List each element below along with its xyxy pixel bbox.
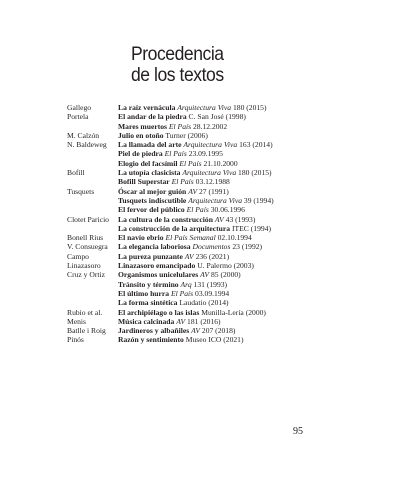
entry-author: Rubio et al.: [67, 307, 103, 317]
work-reference: 28.12.2002: [192, 121, 228, 131]
work-reference: 85 (2000): [210, 270, 241, 280]
entry-works: [118, 308, 367, 317]
source-entry: [67, 270, 367, 307]
entry-author: Bonell Rius: [67, 233, 104, 243]
work-title: Mares muertos: [118, 121, 167, 131]
page-title-line-2: de los textos: [131, 64, 224, 86]
work-line: [118, 298, 367, 307]
work-line: [118, 261, 367, 270]
page-title-line-1: Procedencia: [131, 43, 224, 65]
source-entry: [67, 168, 367, 187]
work-publication: Arq: [180, 279, 192, 289]
source-entry: [67, 261, 367, 270]
work-publication: AV: [191, 326, 200, 336]
work-line: [118, 335, 367, 344]
work-publication: Documentos: [192, 242, 231, 252]
work-reference: 21.10.2000: [203, 158, 238, 168]
work-title: La elegancia laboriosa: [118, 242, 191, 252]
work-title: La construcción de la arquitectura: [118, 223, 231, 233]
entry-works: [118, 326, 367, 335]
work-line: [118, 280, 367, 289]
work-reference: 27 (1991): [199, 186, 229, 196]
work-reference: 236 (2021): [195, 251, 230, 261]
work-reference: 03.12.1988: [195, 177, 230, 187]
work-line: [118, 270, 367, 279]
entry-works: [118, 335, 367, 344]
work-line: [118, 205, 367, 214]
source-entry: [67, 317, 367, 326]
work-title: Organismos unicelulares: [118, 270, 199, 280]
work-title: Música calcinada: [118, 316, 175, 326]
entry-author: Portela: [67, 112, 89, 122]
work-publication: Arquitectura Viva: [188, 195, 242, 205]
work-line: [118, 252, 367, 261]
work-reference: 02.10.1994: [217, 233, 252, 243]
source-entry: [67, 326, 367, 335]
work-title: La llamada del arte: [118, 140, 182, 150]
source-entry: [67, 103, 367, 112]
work-title: La raíz vernácula: [118, 103, 176, 112]
work-reference: Museo ICO (2021): [185, 335, 244, 345]
work-reference: Laudatio (2014): [179, 298, 229, 308]
work-publication: AV: [176, 316, 186, 326]
entry-author: Batlle i Roig: [67, 326, 106, 336]
work-line: [118, 196, 367, 205]
work-publication: AV: [214, 214, 224, 224]
entry-author: Campo: [67, 251, 89, 261]
work-publication: El País: [170, 288, 194, 298]
work-line: [118, 122, 367, 131]
work-publication: El País: [168, 121, 192, 131]
entry-author: Linazasoro: [67, 261, 101, 271]
entry-works: [118, 215, 367, 234]
work-title: Elogio del facsímil: [118, 158, 178, 168]
entry-works: [118, 103, 367, 112]
work-reference: 181 (2016): [187, 316, 221, 326]
work-reference: 39 (1994): [243, 195, 274, 205]
work-line: [118, 112, 367, 121]
entry-author: Clotet Paricio: [67, 214, 109, 224]
work-reference: 03.09.1994: [195, 288, 230, 298]
work-line: [118, 233, 367, 242]
work-line: [118, 168, 367, 177]
work-reference: 207 (2018): [201, 326, 236, 336]
source-entry: [67, 187, 367, 215]
work-title: Bofill Superstar: [118, 177, 170, 187]
work-reference: U. Palermo (2003): [197, 261, 254, 271]
work-publication: El País: [186, 205, 209, 215]
work-line: [118, 103, 367, 112]
work-line: [118, 308, 367, 317]
work-title: Jardineros y albañiles: [118, 326, 190, 336]
entry-works: [118, 261, 367, 270]
page-number: 95: [293, 426, 303, 437]
work-line: [118, 131, 367, 140]
work-line: [118, 215, 367, 224]
entry-works: [118, 168, 367, 187]
entry-works: [118, 112, 367, 131]
work-reference: 131 (1993): [193, 279, 228, 289]
source-entry: [67, 215, 367, 234]
source-entry: [67, 252, 367, 261]
entry-author: Gallego: [67, 103, 92, 112]
work-publication: AV: [188, 186, 198, 196]
work-title: La utopía clasicista: [118, 168, 181, 178]
work-line: [118, 326, 367, 335]
page-title: [131, 44, 224, 86]
work-title: El fervor del público: [118, 205, 185, 215]
entry-works: [118, 317, 367, 326]
work-title: La cultura de la construcción: [118, 214, 213, 224]
work-title: Tusquets indiscutible: [118, 195, 187, 205]
source-entry: [67, 112, 367, 131]
work-line: [118, 317, 367, 326]
entry-author: Bofill: [67, 168, 85, 178]
entry-author: Pinós: [67, 335, 84, 345]
work-publication: AV: [184, 251, 194, 261]
work-line: [118, 159, 367, 168]
entry-works: [118, 242, 367, 251]
entry-works: [118, 140, 367, 168]
work-reference: 23.09.1995: [188, 149, 223, 159]
work-title: La pureza punzante: [118, 251, 183, 261]
work-reference: ITEC (1994): [231, 223, 271, 233]
entry-works: [118, 233, 367, 242]
work-line: [118, 140, 367, 149]
work-publication: El País Semanal: [165, 233, 216, 243]
entry-author: N. Baldeweg: [67, 140, 107, 150]
source-entry: [67, 131, 367, 140]
work-reference: Turner (2006): [165, 130, 208, 140]
work-reference: 23 (1992): [232, 242, 263, 252]
entry-works: [118, 131, 367, 140]
entry-author: Menis: [67, 316, 86, 326]
work-publication: El País: [179, 158, 202, 168]
work-title: Razón y sentimiento: [118, 335, 184, 345]
work-reference: 180 (2015): [238, 168, 272, 178]
work-line: [118, 187, 367, 196]
work-publication: Arquitectura Viva: [183, 140, 238, 150]
source-entry: [67, 233, 367, 242]
work-publication: El País: [171, 177, 194, 187]
sources-list: [67, 103, 367, 345]
work-title: El andar de la piedra: [118, 112, 187, 122]
work-publication: Arquitectura Viva: [182, 168, 237, 178]
entry-author: M. Calzón: [67, 130, 100, 140]
entry-works: [118, 270, 367, 307]
work-publication: El País: [164, 149, 187, 159]
work-reference: 163 (2014): [239, 140, 273, 150]
work-publication: Arquitectura Viva: [177, 103, 232, 112]
source-entry: [67, 308, 367, 317]
work-line: [118, 177, 367, 186]
source-entry: [67, 335, 367, 344]
entry-author: Tusquets: [67, 186, 95, 196]
work-reference: 180 (2015): [232, 103, 267, 112]
work-publication: AV: [200, 270, 210, 280]
work-title: El archipiélago o las islas: [118, 307, 200, 317]
work-reference: Munilla-Lería (2000): [201, 307, 266, 317]
work-title: Linazasoro emancipado: [118, 261, 196, 271]
entry-works: [118, 252, 367, 261]
work-title: Óscar al mejor guión: [118, 186, 187, 196]
work-reference: 43 (1993): [225, 214, 256, 224]
entry-author: V. Consuegra: [67, 242, 108, 252]
work-line: [118, 224, 367, 233]
work-reference: 30.06.1996: [210, 205, 245, 215]
entry-works: [118, 187, 367, 215]
work-title: Julio en otoño: [118, 130, 164, 140]
work-title: La forma sintética: [118, 298, 178, 308]
source-entry: [67, 242, 367, 251]
work-title: Piel de piedra: [118, 149, 163, 159]
work-line: [118, 242, 367, 251]
source-entry: [67, 140, 367, 168]
work-line: [118, 149, 367, 158]
work-line: [118, 289, 367, 298]
work-title: Tránsito y término: [118, 279, 179, 289]
entry-author: Cruz y Ortiz: [67, 270, 105, 280]
work-title: El navío ebrio: [118, 233, 164, 243]
work-title: El último hurra: [118, 288, 170, 298]
work-reference: C. San José (1998): [188, 112, 246, 122]
